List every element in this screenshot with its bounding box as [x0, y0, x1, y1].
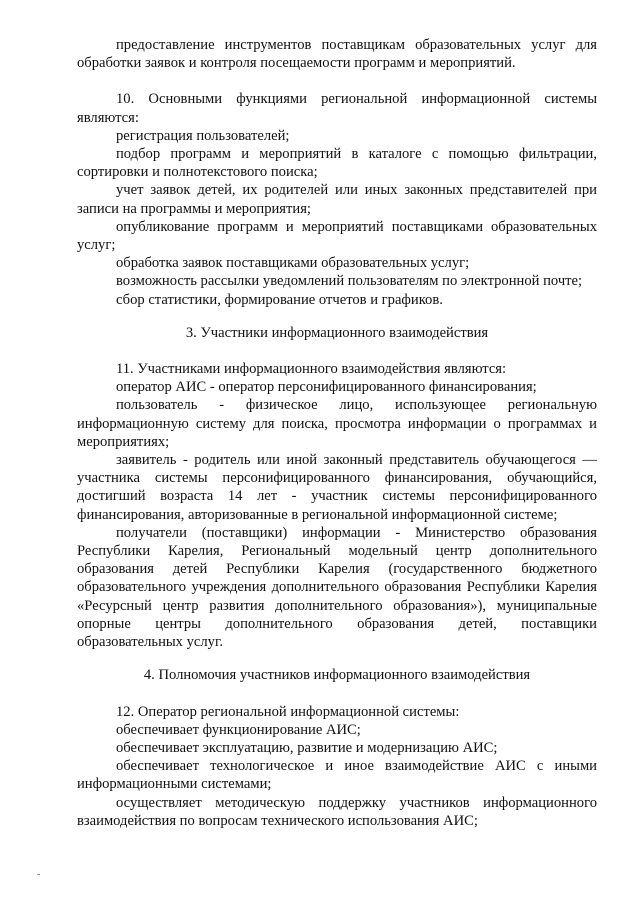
list-item-statistics-reports: сбор статистики, формирование отчетов и графиков. [116, 291, 443, 308]
paragraph-10-functions: 10. Основными функциями региональной информационной системы являются: [77, 91, 597, 126]
list-item-methodical-support: осуществляет методическую поддержку участников информационного взаимодействия по вопросам технического использования АИС; [77, 794, 597, 829]
list-item-ensures-interaction: обеспечивает технологическое и иное взаимодействие АИС с иными информационными системами; [77, 758, 597, 793]
list-item-program-publishing: опубликование программ и мероприятий поставщиками образовательных услуг; [77, 218, 597, 254]
list-item-applicant: заявитель - родитель или иной законный представитель обучающегося — участника системы персонифицированного финансирования, обучающийся, достигший возраста 14 лет - участник системы персонифицированного финансирования, авторизованные в региональной информационной системе; [77, 452, 597, 523]
list-item-email-notifications: возможность рассылки уведомлений пользователям по электронной почте; [116, 273, 583, 290]
scan-speck [37, 874, 40, 875]
section-heading-4: 4. Полномочия участников информационного взаимодействия [143, 667, 531, 684]
document-page [77, 36, 597, 830]
paragraph-tools-for-providers: предоставление инструментов поставщикам образовательных услуг для обработки заявок и контроля посещаемости программ и мероприятий. [77, 37, 597, 72]
list-item-user: пользователь - физическое лицо, использующее региональную информационную систему для поиска, просмотра информации о программах и мероприятиях; [77, 397, 597, 450]
paragraph-12-operator: 12. Оператор региональной информационной системы: [116, 703, 460, 720]
list-item-operator: оператор АИС - оператор персонифицированного финансирования; [116, 379, 537, 396]
list-item-user-registration: регистрация пользователей; [116, 127, 290, 144]
list-item-application-processing: обработка заявок поставщиками образовательных услуг; [116, 255, 470, 272]
paragraph-11-participants: 11. Участниками информационного взаимодействия являются: [116, 361, 507, 378]
list-item-recipients: получатели (поставщики) информации - Министерство образования Республики Карелия, Региональный модельный центр дополнительного образования детей Республики Карелия (государственного бюджетного образовательного учреждения дополнительного образования Республики Карелия «Ресурсный центр развития дополнительного образования»), муниципальные опорные центры дополнительного образования детей, поставщики образовательных услуг. [77, 524, 597, 651]
list-item-ensures-operation: обеспечивает эксплуатацию, развитие и модернизацию АИС; [116, 739, 498, 756]
section-heading-3: 3. Участники информационного взаимодействия [185, 324, 489, 341]
list-item-catalog-search: подбор программ и мероприятий в каталоге с помощью фильтрации, сортировки и полнотекстового поиска; [77, 146, 597, 181]
list-item-application-tracking: учет заявок детей, их родителей или иных законных представителей при записи на программы и мероприятия; [77, 182, 597, 217]
list-item-ensures-functioning: обеспечивает функционирование АИС; [116, 721, 361, 738]
